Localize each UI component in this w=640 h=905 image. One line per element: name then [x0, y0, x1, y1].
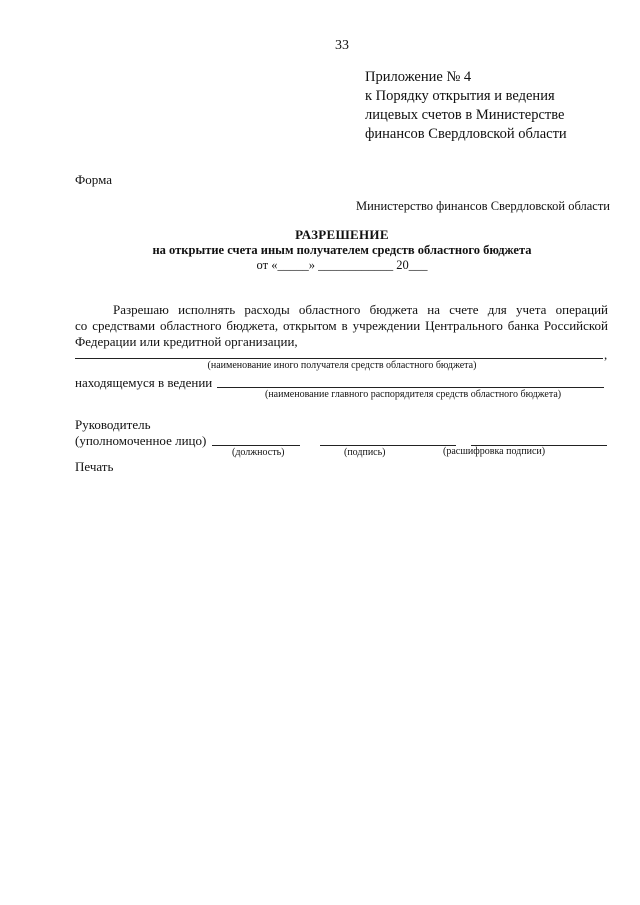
- ministry-name: Министерство финансов Свердловской области: [355, 199, 610, 213]
- body-text-line: со средствами областного бюджета, открытом в учреждении Центрального банка Российской: [75, 318, 608, 333]
- recipient-fill-line[interactable]: [75, 358, 603, 359]
- body-text-line: Федерации или кредитной организации,: [75, 334, 298, 349]
- department-label: находящемуся в ведении: [75, 375, 213, 390]
- line-end-comma: ,: [604, 347, 608, 362]
- head-label: Руководитель: [75, 417, 151, 432]
- body-text-line: Разрешаю исполнять расходы областного бюджета на счете для учета операций: [113, 302, 608, 317]
- appendix-line: финансов Свердловской области: [365, 126, 567, 142]
- appendix-note: [365, 68, 567, 144]
- department-fill-line[interactable]: [217, 387, 604, 388]
- position-fill-line[interactable]: [212, 445, 300, 446]
- recipient-caption: (наименование иного получателя средств областного бюджета): [207, 360, 477, 371]
- document-subtitle: на открытие счета иным получателем средств областного бюджета: [152, 243, 532, 257]
- document-title: РАЗРЕШЕНИЕ: [295, 227, 389, 242]
- signature-caption: (подпись): [344, 447, 386, 458]
- head-sub-label: (уполномоченное лицо): [75, 433, 207, 448]
- signature-fill-line[interactable]: [320, 445, 456, 446]
- position-caption: (должность): [232, 447, 285, 458]
- document-date-line: от «_____» ____________ 20___: [256, 258, 428, 272]
- page-number: 33: [335, 38, 349, 53]
- appendix-line: к Порядку открытия и ведения: [365, 88, 555, 104]
- appendix-line: лицевых счетов в Министерстве: [365, 107, 565, 123]
- decoding-caption: (расшифровка подписи): [443, 446, 546, 457]
- seal-label: Печать: [75, 459, 114, 474]
- appendix-line: Приложение № 4: [365, 69, 472, 85]
- department-caption: (наименование главного распорядителя средств областного бюджета): [265, 389, 562, 400]
- form-label: Форма: [75, 172, 112, 187]
